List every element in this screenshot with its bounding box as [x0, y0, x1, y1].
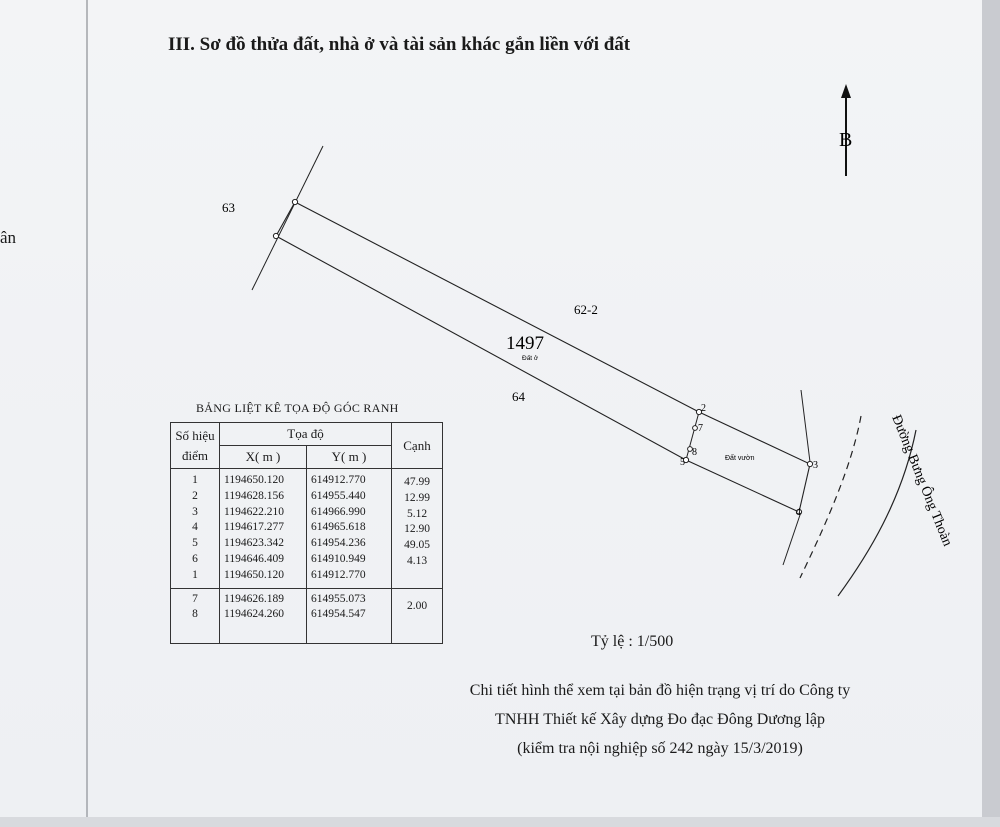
header-edge: Cạnh [392, 423, 443, 469]
coordinate-table [170, 422, 443, 644]
table-cell-x: 1194646.409 [224, 552, 284, 565]
point-label-7: 7 [698, 423, 703, 434]
clipped-text: ân [0, 228, 17, 247]
table-cell-id: 3 [192, 505, 198, 518]
table-cell-edge: 2.00 [406, 599, 428, 612]
header-coords: Tọa độ [220, 423, 392, 446]
table-cell-edge: 47.99 [404, 476, 430, 488]
table-cell-x: 1194626.189 [224, 592, 284, 605]
header-x: X( m ) [220, 446, 307, 469]
table-cell-id: 7 [192, 592, 198, 605]
table-cell-id: 6 [192, 552, 198, 565]
table-cell-id: 2 [192, 489, 198, 502]
table-cell-y: 614954.236 [311, 537, 366, 550]
table-cell-y: 614965.618 [311, 521, 366, 534]
table-cell-edge: 4.13 [406, 554, 428, 567]
table-cell-x: 1194624.260 [224, 608, 284, 621]
neighbor-boundary-lower [783, 512, 801, 565]
table-cell-x: 1194622.210 [224, 505, 284, 518]
table-cell-y: 614955.440 [311, 489, 366, 502]
table-cell-edge: 12.99 [404, 491, 430, 504]
parcel-number: 1497 [506, 333, 544, 354]
scale-label: Tỷ lệ : 1/500 [591, 633, 674, 650]
table-cell-y: 614954.547 [311, 608, 366, 621]
neighbor-parcel-64: 64 [512, 389, 525, 404]
survey-note-line: TNHH Thiết kế Xây dựng Đo đạc Đông Dương lập [495, 711, 825, 728]
table-cell-y: 614910.949 [311, 552, 366, 565]
survey-note-line: Chi tiết hình thể xem tại bản đồ hiện trạng vị trí do Công ty [469, 682, 851, 699]
table-cell-id: 5 [192, 537, 198, 550]
garden-area-label: Đất vườn [725, 455, 755, 462]
table-cell-x: 1194628.156 [224, 489, 284, 502]
survey-note [400, 676, 920, 763]
neighbor-boundary-right [801, 390, 810, 462]
table-cell-y: 614955.073 [311, 592, 366, 605]
table-cell-y: 614966.990 [311, 505, 366, 518]
table-cell-edge: 5.12 [406, 507, 428, 520]
header-y: Y( m ) [307, 446, 392, 469]
header-station [171, 423, 220, 469]
point-label-8: 8 [692, 447, 697, 458]
table-cell-id: 8 [192, 608, 198, 621]
neighbor-parcel-63: 63 [222, 200, 235, 215]
table-cell-id: 1 [192, 568, 198, 581]
neighbor-parcel-62-2: 62-2 [574, 302, 598, 317]
table-row-group-sub [171, 588, 443, 644]
table-cell-x: 1194650.120 [224, 474, 284, 486]
road-edge-dashed [800, 416, 861, 578]
header-station-label: Số hiệu điểm [175, 427, 215, 463]
table-cell-id: 4 [192, 521, 198, 534]
survey-note-line: (kiểm tra nội nghiệp số 242 ngày 15/3/2019) [517, 740, 803, 757]
point-label-3: 3 [813, 460, 818, 471]
table-cell-y: 614912.770 [311, 474, 366, 486]
coord-table-title: BẢNG LIỆT KÊ TỌA ĐỘ GÓC RANH [196, 401, 399, 415]
table-cell-id: 1 [192, 474, 198, 486]
neighbor-boundary-left [252, 146, 323, 290]
table-cell-edge: 12.90 [404, 523, 430, 536]
table-cell-edge: 49.05 [404, 539, 430, 552]
road-name: Đường Bưng Ông Thoàn [888, 412, 955, 549]
table-row-group-main [171, 469, 443, 589]
north-label: B [839, 129, 853, 151]
section-heading: III. Sơ đồ thửa đất, nhà ở và tài sản khác gắn liền với đất [168, 34, 631, 55]
table-cell-x: 1194617.277 [224, 521, 284, 534]
parcel-use-label: Đất ở [522, 355, 539, 362]
point-label-4: 4 [796, 507, 801, 518]
table-cell-x: 1194623.342 [224, 537, 284, 550]
point-label-5: 5 [680, 457, 685, 468]
table-cell-y: 614912.770 [311, 568, 366, 581]
table-cell-x: 1194650.120 [224, 568, 284, 581]
point-label-2: 2 [701, 403, 706, 414]
